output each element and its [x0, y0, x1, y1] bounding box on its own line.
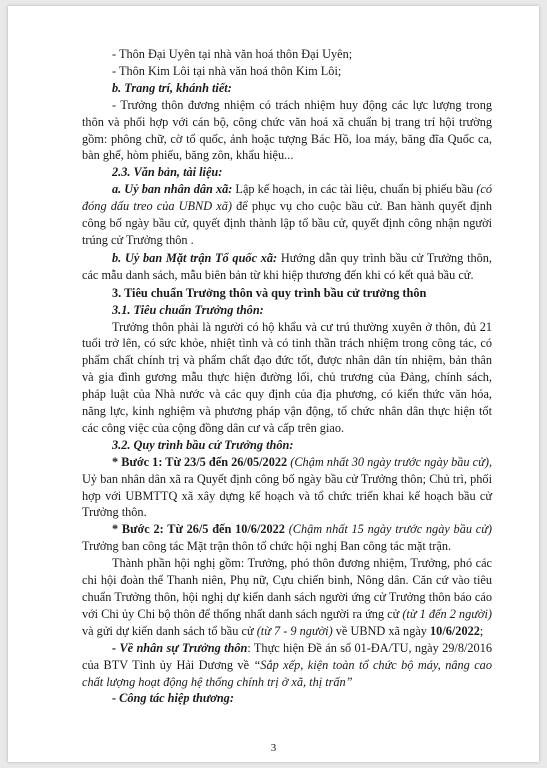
paragraph-buoc-1: [82, 454, 492, 522]
text-buoc-2: Trưởng ban công tác Mặt trận thôn tổ chức hội nghị Ban công tác mặt trận.: [82, 539, 452, 554]
document-page: [8, 6, 539, 762]
document-body: [82, 46, 492, 707]
paragraph-nhan-su: [82, 640, 492, 691]
heading-trang-tri: b. Trang trí, khánh tiết:: [112, 80, 232, 95]
note-to-bau-cu: (từ 7 - 9 người): [256, 623, 333, 638]
page-number: 3: [270, 742, 277, 754]
heading-tieu-chuan: 3.1. Tiêu chuẩn Trưởng thôn:: [112, 302, 264, 317]
label-buoc-1: * Bước 1: Từ 23/5 đến 26/05/2022: [112, 454, 288, 469]
paragraph-trang-tri: - Trưởng thôn đương nhiệm có trách nhiệm huy động các lực lượng trong thôn và phối hợp với cán bộ, công chức văn hoá xã chuẩn bị trang trí hội trường gồm: phông chữ, cờ tổ quốc, ảnh hoặc tượng Bác Hồ, loa máy, băng đĩa Quốc ca, bàn ghế, hòm phiếu, băng zôn, khẩu hiệu...: [82, 97, 492, 163]
note-so-nguoi: (từ 1 đến 2 người): [402, 606, 492, 621]
heading-hiep-thuong: - Công tác hiệp thương:: [112, 691, 234, 706]
paragraph-mttq: [82, 250, 492, 284]
paragraph-buoc-2: [82, 521, 492, 555]
note-buoc-2: (Chậm nhất 15 ngày trước ngày bầu cử): [284, 522, 492, 537]
text-buoc-1: , Uỷ ban nhân dân xã ra Quyết định công bố ngày bầu cử Trưởng thôn; Chủ trì, phối hợp với UBMTTQ xã xây dựng kế hoạch và tổ chức triển khai kế hoạch bầu cử Trưởng thôn.: [82, 454, 493, 520]
label-nhan-su: - Về nhân sự Trưởng thôn: [112, 640, 248, 655]
note-buoc-1: (Chậm nhất 30 ngày trước ngày bầu cử): [287, 454, 489, 469]
paragraph-ubnd: [82, 181, 492, 249]
paragraph-dai-uyen: - Thôn Đại Uyên tại nhà văn hoá thôn Đại Uyên;: [112, 47, 353, 61]
text-mttq: Hướng dẫn quy trình bầu cử Trưởng thôn, các mẫu danh sách, mẫu biên bản từ khi hiệp thương đến khi có kết quả bầu cử.: [82, 250, 492, 282]
text-ubnd-2: để phục vụ cho cuộc bầu cử. Ban hành quyết định công bố ngày bầu cử, quyết định thành lập tổ bầu cử, quyết định công nhận người trúng cử Trưởng thôn .: [82, 199, 492, 247]
heading-van-ban: 2.3. Văn bản, tài liệu:: [112, 165, 223, 180]
paragraph-thanh-phan: [82, 555, 492, 640]
label-ubnd: a. Uỷ ban nhân dân xã:: [112, 182, 233, 197]
text-ubnd-note: (có đóng dấu treo của UBND xã): [82, 182, 493, 214]
label-mttq: b. Uỷ ban Mặt trận Tổ quốc xã:: [112, 250, 278, 265]
paragraph-kim-loi: - Thôn Kim Lôi tại nhà văn hoá thôn Kim Lôi;: [112, 63, 342, 78]
text-thanh-phan-2: và gửi dự kiến danh sách tổ bầu cử: [82, 623, 257, 638]
heading-quy-trinh: 3.2. Quy trình bầu cử Trưởng thôn:: [112, 437, 294, 452]
heading-section-3: 3. Tiêu chuẩn Trưởng thôn và quy trình bầu cử trưởng thôn: [112, 285, 427, 300]
date-deadline: 10/6/2022: [430, 623, 480, 638]
paragraph-tieu-chuan: Trưởng thôn phải là người có hộ khẩu và cư trú thường xuyên ở thôn, đủ 21 tuổi trở lên, có sức khỏe, nhiệt tình và có tinh thần trách nhiệm trong công tác, có phẩm chất chính trị và phẩm chất đạo đức tốt, được nhân dân tín nhiệm, bản thân và gia đình gương mẫu thực hiện đường lối, chủ trương của Đảng, chính sách, pháp luật của Nhà nước và các quy định của địa phương, có kiến thức văn hóa, năng lực, kinh nghiệm và phương pháp vận động, tổ chức nhân dân thực hiện tốt các công việc của cộng đồng dân cư và cấp trên giao.: [82, 319, 492, 435]
text-thanh-phan-3: về UBND xã ngày: [332, 623, 431, 638]
text-nhan-su: : Thực hiện Đề án số 01-ĐA/TU, ngày 29/8/2016 của BTV Tỉnh ủy Hải Dương về: [82, 640, 492, 672]
text-thanh-phan-4: ;: [479, 623, 484, 638]
label-buoc-2: * Bước 2: Từ 26/5 đến 10/6/2022: [112, 522, 285, 537]
quote-de-an: “Sắp xếp, kiện toàn tổ chức bộ máy, nâng cao chất lượng hoạt động hệ thống chính trị ở xã, thị trấn”: [82, 657, 492, 689]
text-ubnd-1: Lập kế hoạch, in các tài liệu, chuẩn bị phiếu bầu: [232, 182, 477, 197]
text-thanh-phan-1: Thành phần hội nghị gồm: Trưởng, phó thôn đương nhiệm, Trưởng, phó các chi hội đoàn thể Thanh niên, Phụ nữ, Cựu chiến binh, Nông dân. Căn cứ vào tiêu chuẩn Trưởng thôn, hội nghị dự kiến danh sách người ứng cử Trưởng thôn báo cáo với Chi ủy Chi bộ thôn để thống nhất danh sách người ra ứng cử: [82, 556, 492, 621]
